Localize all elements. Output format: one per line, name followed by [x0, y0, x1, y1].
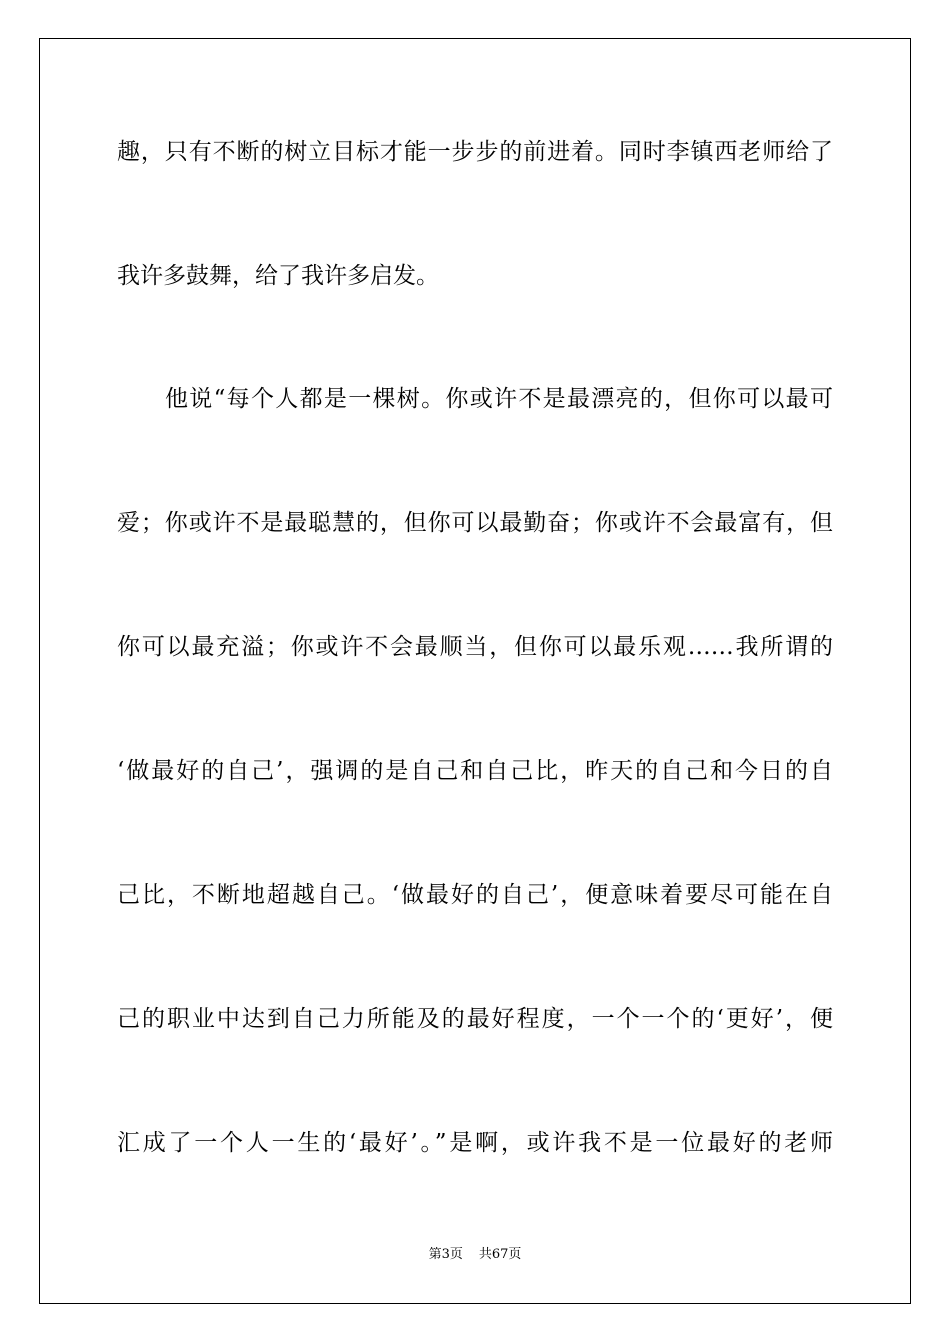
paragraph-line-5: 你可以最充溢；你或许不会最顺当，但你可以最乐观……我所谓的 — [117, 634, 833, 660]
paragraph-line-6: ‘做最好的自己’，强调的是自己和自己比，昨天的自己和今日的自 — [117, 758, 833, 784]
page-border — [39, 38, 911, 1304]
total-pages: 共67页 — [478, 1247, 522, 1262]
paragraph-line-8: 己的职业中达到自己力所能及的最好程度，一个一个的‘更好’，便 — [117, 1006, 833, 1032]
paragraph-line-3: 他说“每个人都是一棵树。你或许不是最漂亮的，但你可以最可 — [165, 386, 833, 412]
page-footer — [0, 1246, 950, 1264]
paragraph-line-2: 我许多鼓舞，给了我许多启发。 — [117, 263, 439, 289]
paragraph-line-4: 爱；你或许不是最聪慧的，但你可以最勤奋；你或许不会最富有，但 — [117, 510, 833, 536]
paragraph-line-9: 汇成了一个人一生的‘最好’。”是啊，或许我不是一位最好的老师 — [117, 1130, 833, 1156]
paragraph-line-1: 趣，只有不断的树立目标才能一步步的前进着。同时李镇西老师给了 — [117, 139, 833, 165]
paragraph-line-7: 己比，不断地超越自己。‘做最好的自己’，便意味着要尽可能在自 — [117, 882, 833, 908]
page-number: 第3页 — [428, 1247, 463, 1262]
